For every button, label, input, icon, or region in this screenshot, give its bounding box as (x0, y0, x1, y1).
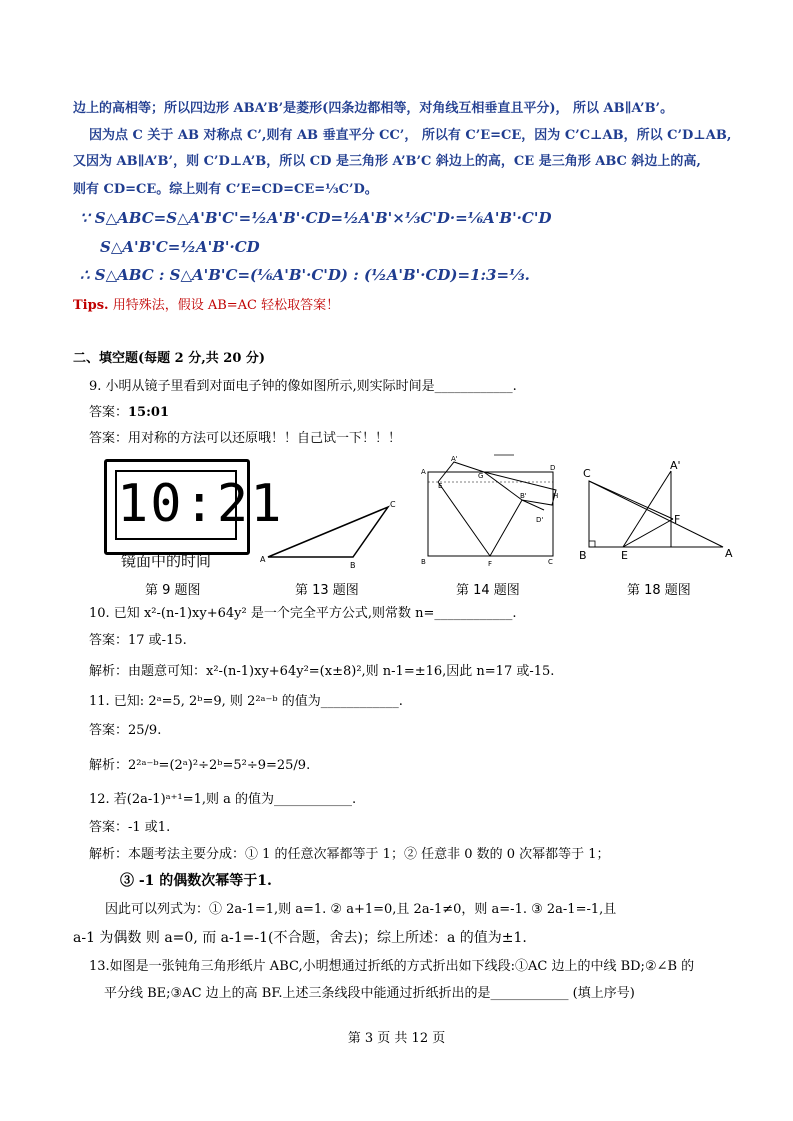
mirror-clock-figure (104, 459, 284, 555)
label-f: F (488, 560, 493, 568)
question-11: 11. 已知: 2ᵃ=5, 2ᵇ=9, 则 2²ᵃ⁻ᵇ 的值为____________. (89, 694, 403, 709)
caption-fig18: 第 18 题图 (627, 583, 691, 598)
label-d: D (550, 464, 556, 472)
label-c: C (390, 500, 396, 509)
explanation-11: 解析：2²ᵃ⁻ᵇ=(2ᵃ)²÷2ᵇ=5²÷9=25/9. (89, 758, 311, 773)
page-footer: 第 3 页 共 12 页 (347, 1031, 446, 1046)
answer-10: 答案：17 或-15. (89, 633, 187, 648)
formula-line-2: S△A'B'C=½A'B'·CD (100, 238, 260, 256)
text-line-4: 则有 CD=CE。综上则有 C’E=CD=CE=⅓C’D。 (73, 182, 378, 197)
label-g: G (478, 472, 484, 480)
question-12: 12. 若(2a-1)ᵃ⁺¹=1,则 a 的值为____________. (89, 792, 357, 807)
question-13-line-2: 平分线 BE;③AC 边上的高 BF.上述三条线段中能通过折纸折出的是____________ (填上序号) (104, 986, 635, 1001)
explanation-12-line-1: 解析：本题考法主要分成：① 1 的任意次幂都等于 1；② 任意非 0 数的 0 次幂都等于 1； (89, 847, 610, 862)
segment-c-f (589, 481, 673, 519)
label-d-prime: D' (536, 516, 544, 524)
label-f: F (674, 513, 681, 526)
explanation-12-line-3: 因此可以列式为：① 2a-1=1,则 a=1. ② a+1=0,且 2a-1≠0，则 a=-1. ③ 2a-1=-1,且 (105, 902, 617, 917)
fold-line-gb (484, 472, 522, 500)
label-a-prime: A' (670, 459, 681, 472)
caption-fig13: 第 13 题图 (295, 583, 359, 598)
tips-label: Tips. (73, 298, 109, 313)
formula-line-1: ∵ S△ABC=S△A'B'C'=½A'B'·CD=½A'B'×⅓C'D·=⅙A'B'·C'D (80, 209, 552, 227)
label-a: A (421, 468, 426, 476)
answer-11: 答案：25/9. (89, 723, 162, 738)
caption-fig9: 第 9 题图 (145, 583, 201, 598)
answer-9-note: 答案：用对称的方法可以还原哦！！自己试一下！！！ (89, 431, 402, 446)
label-b: B (421, 558, 426, 566)
answer-9-label: 答案： (89, 405, 129, 420)
label-c: C (583, 467, 591, 480)
label-e: E (438, 482, 443, 490)
segment-e-f (623, 519, 673, 547)
label-b-prime: B' (520, 492, 527, 500)
formula-line-3: ∴ S△ABC : S△A'B'C=(⅙A'B'·C'D) : (½A'B'·CD)=1:3=⅓. (80, 266, 530, 284)
label-a-prime: A' (451, 455, 458, 463)
clock-caption: 镜面中的时间 (121, 552, 212, 570)
text-line-1: 边上的高相等；所以四边形 ABA’B’是菱形(四条边都相等，对角线互相垂直且平分)， 所以 AB∥A’B’。 (73, 101, 674, 116)
text-line-2: 因为点 C 关于 AB 对称点 C’,则有 AB 垂直平分 CC’， 所以有 C’E=CE，因为 C’C⊥AB，所以 C’D⊥AB, (89, 128, 732, 143)
label-b: B (350, 561, 356, 570)
clock-display (115, 470, 284, 540)
text-line-3: 又因为 AB∥A’B’，则 C’D⊥A’B，所以 CD 是三角形 A’B’C 斜边上的高，CE 是三角形 ABC 斜边上的高, (73, 154, 701, 169)
triangle-abc (268, 507, 388, 557)
figure-13 (258, 495, 403, 570)
section-heading: 二、填空题(每题 2 分,共 20 分) (73, 351, 266, 366)
figure-18 (575, 455, 740, 567)
label-b: B (579, 549, 587, 562)
answer-9 (89, 404, 169, 422)
right-angle-mark (589, 541, 595, 547)
segment-a-prime-e (623, 471, 671, 547)
label-h: H (553, 492, 559, 500)
figure-14 (416, 450, 562, 572)
explanation-12-line-4: a-1 为偶数 则 a=0, 而 a-1=-1(不合题，舍去)；综上所述：a 的值为±1. (73, 930, 527, 946)
question-9: 9. 小明从镜子里看到对面电子钟的像如图所示,则实际时间是____________. (89, 379, 517, 394)
question-13-line-1: 13.如图是一张钝角三角形纸片 ABC,小明想通过折纸的方式折出如下线段:①AC 边上的中线 BD;②∠B 的 (89, 959, 695, 974)
question-10: 10. 已知 x²-(n-1)xy+64y² 是一个完全平方公式,则常数 n=____________. (89, 606, 517, 621)
answer-9-value: 15:01 (128, 405, 169, 420)
caption-fig14: 第 14 题图 (456, 583, 520, 598)
tips-line (73, 297, 339, 315)
triangle-cba (589, 481, 723, 547)
answer-12: 答案：-1 或1. (89, 820, 171, 835)
label-c: C (548, 558, 553, 566)
clock-digits: 10:21 (117, 474, 284, 534)
label-e: E (621, 549, 628, 562)
tips-text: 用特殊法，假设 AB=AC 轻松取答案！ (112, 298, 340, 313)
explanation-12-line-2: ③ -1 的偶数次幂等于1. (120, 873, 272, 889)
explanation-10: 解析：由题意可知：x²-(n-1)xy+64y²=(x±8)²,则 n-1=±16,因此 n=17 或-15. (89, 664, 555, 679)
folded-shape (438, 462, 559, 556)
label-a: A (725, 547, 733, 560)
label-a: A (260, 555, 266, 564)
